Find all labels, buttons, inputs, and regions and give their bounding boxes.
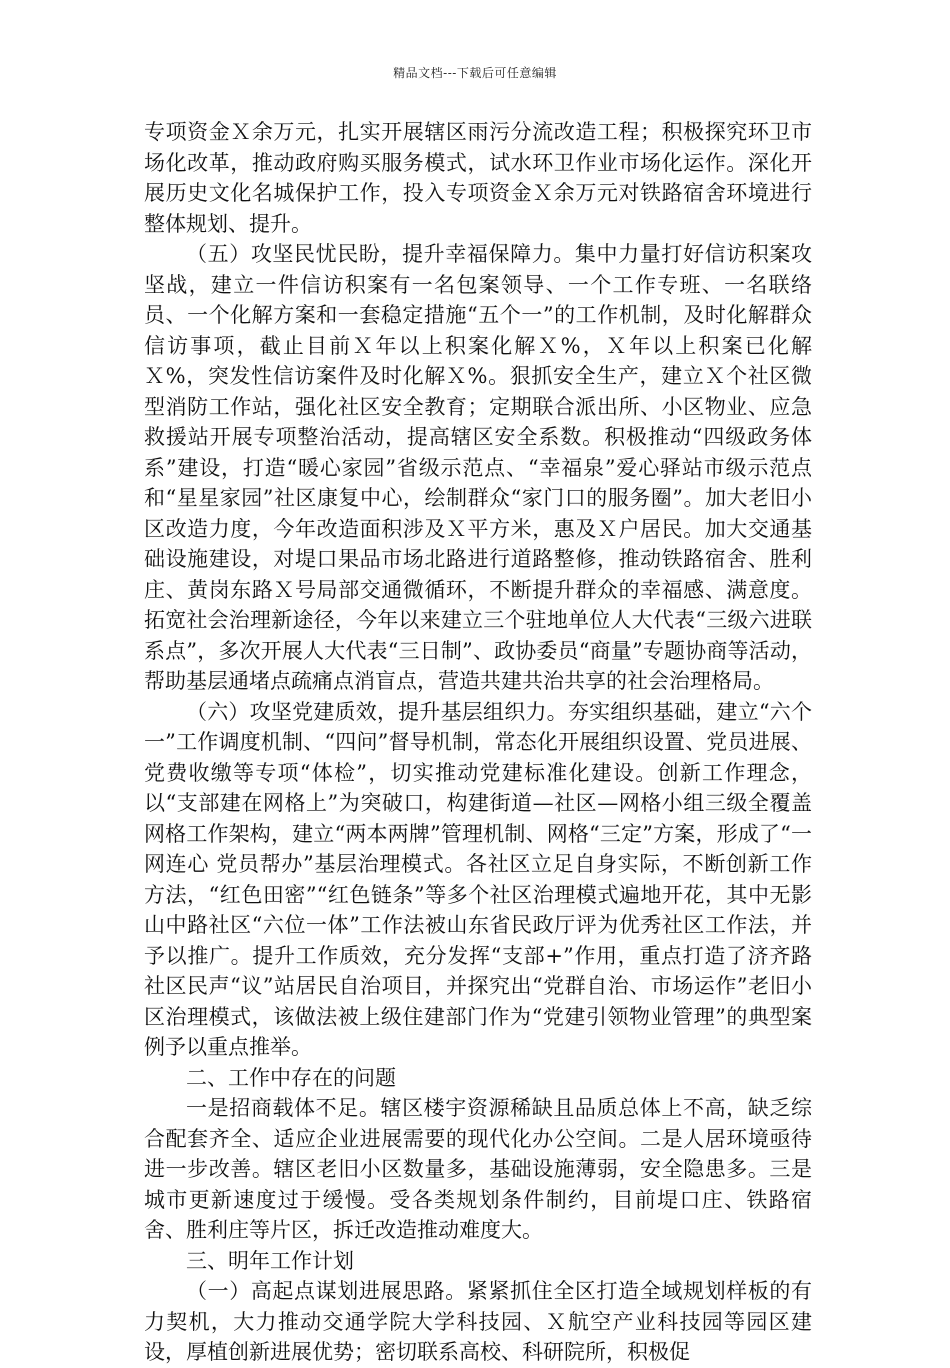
paragraph-section-six: （六）攻坚党建质效，提升基层组织力。夯实组织基础，建立“六个一”工作调度机制、“四问”督导机制，常态化开展组织设置、党员进展、党费收缴等专项“体检”，切实推动党建标准化建设。创新工作理念，以“支部建在网格上”为突破口，构建街道—社区—网格小组三级全覆盖网格工作架构，建立“两本两牌”管理机制、网格“三定”方案，形成了“一网连心 党员帮办”基层治理模式。各社区立足自身实际，不断创新工作方法，“红色田密”“红色链条”等多个社区治理模式遍地开花，其中无影山中路社区“六位一体”工作法被山东省民政厅评为优秀社区工作法，并予以推广。提升工作质效，充分发挥“支部+”作用，重点打造了济齐路社区民声“议”站居民自治项目，并探究出“党群自治、市场运作”老旧小区治理模式，该做法被上级住建部门作为“党建引领物业管理”的典型案例予以重点推举。 [144,699,812,1059]
heading-next-year-plan: 三、明年工作计划 [186,1248,354,1273]
page-header: 精品文档---下载后可任意编辑 [393,66,557,80]
paragraph-plan-one: （一）高起点谋划进展思路。紧紧抓住全区打造全域规划样板的有力契机，大力推动交通学院大学科技园、Ｘ航空产业科技园等园区建设，厚植创新进展优势；密切联系高校、科研院所，积极促 [144,1279,812,1364]
document-body [144,117,812,1368]
paragraph-section-five: （五）攻坚民忧民盼，提升幸福保障力。集中力量打好信访积案攻坚战，建立一件信访积案有一名包案领导、一个工作专班、一名联络员、一个化解方案和一套稳定措施“五个一”的工作机制，及时化解群众信访事项，截止目前Ｘ年以上积案化解Ｘ%，Ｘ年以上积案已化解Ｘ%，突发性信访案件及时化解Ｘ%。狠抓安全生产，建立Ｘ个社区微型消防工作站，强化社区安全教育；定期联合派出所、小区物业、应急救援站开展专项整治活动，提高辖区安全系数。积极推动“四级政务体系”建设，打造“暖心家园”省级示范点、“幸福泉”爱心驿站市级示范点和“星星家园”社区康复中心，绘制群众“家门口的服务圈”。加大老旧小区改造力度，今年改造面积涉及Ｘ平方米，惠及Ｘ户居民。加大交通基础设施建设，对堤口果品市场北路进行道路整修，推动铁路宿舍、胜利庄、黄岗东路Ｘ号局部交通微循环，不断提升群众的幸福感、满意度。拓宽社会治理新途径，今年以来建立三个驻地单位人大代表“三级六进联系点”，多次开展人大代表“三日制”、政协委员“商量”专题协商等活动，帮助基层通堵点疏痛点消盲点，营造共建共治共享的社会治理格局。 [144,242,812,693]
heading-problems: 二、工作中存在的问题 [186,1065,396,1090]
paragraph-problems: 一是招商载体不足。辖区楼宇资源稀缺且品质总体上不高，缺乏综合配套齐全、适应企业进展需要的现代化办公空间。二是人居环境亟待进一步改善。辖区老旧小区数量多，基础设施薄弱，安全隐患多。三是城市更新速度过于缓慢。受各类规划条件制约，目前堤口庄、铁路宿舍、胜利庄等片区，拆迁改造推动难度大。 [144,1096,812,1242]
paragraph-continued: 专项资金Ｘ余万元，扎实开展辖区雨污分流改造工程；积极探究环卫市场化改革，推动政府购买服务模式，试水环卫作业市场化运作。深化开展历史文化名城保护工作，投入专项资金Ｘ余万元对铁路宿舍环境进行整体规划、提升。 [144,120,812,236]
